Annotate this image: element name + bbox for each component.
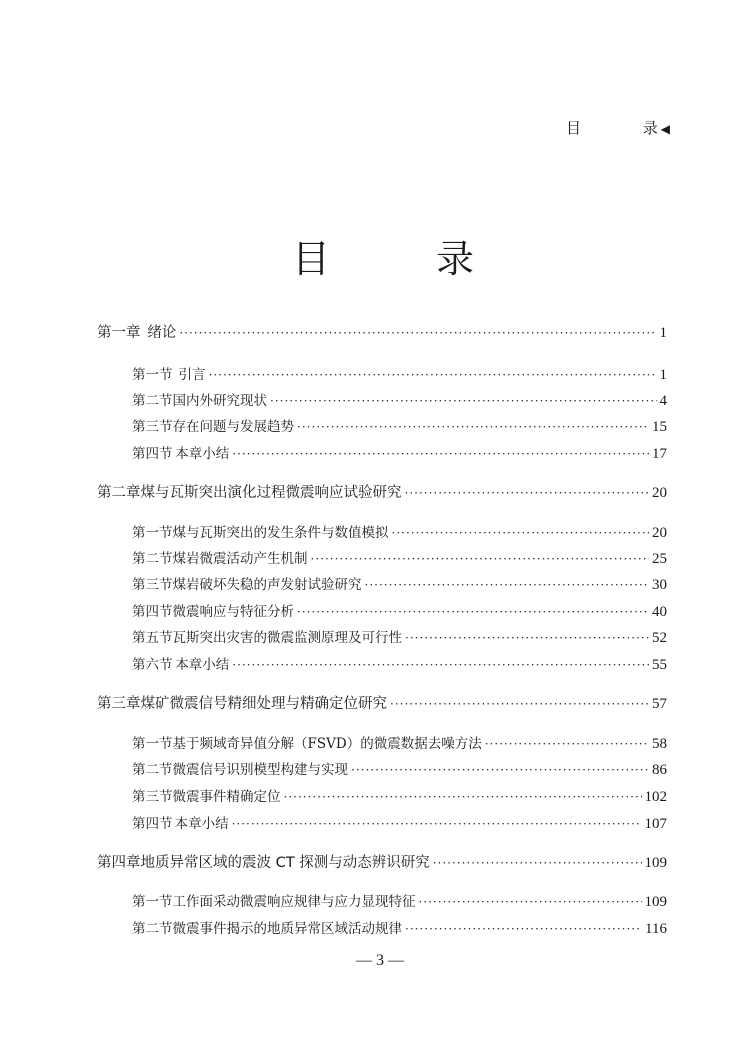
toc-title: 微震信号识别模型构建与实现 bbox=[172, 762, 348, 778]
toc-page-number: 25 bbox=[652, 551, 667, 567]
toc-title: 微震事件揭示的地质异常区域活动规律 bbox=[172, 921, 402, 937]
toc-number: 第二章 bbox=[97, 485, 141, 501]
toc-leader-dots bbox=[392, 522, 650, 544]
toc-section-row[interactable] bbox=[97, 522, 667, 544]
toc-number: 第一章 bbox=[97, 325, 141, 341]
toc-page-number: 20 bbox=[652, 485, 667, 501]
toc-title: 煤与瓦斯突出演化过程微震响应试验研究 bbox=[140, 485, 402, 501]
toc-title: 存在问题与发展趋势 bbox=[172, 419, 294, 435]
toc-title: 本章小结 bbox=[174, 816, 229, 832]
toc-number: 第六节 bbox=[132, 657, 173, 673]
toc-number: 第三章 bbox=[97, 696, 141, 712]
toc-title: 国内外研究现状 bbox=[172, 393, 267, 409]
running-head-left: 目 bbox=[566, 118, 582, 137]
toc-number: 第四章 bbox=[97, 855, 141, 871]
toc-title: 绪论 bbox=[147, 325, 177, 341]
toc-title: 引言 bbox=[178, 367, 206, 383]
toc-section-row[interactable] bbox=[97, 918, 667, 940]
toc-page-number: 17 bbox=[652, 446, 667, 462]
toc-section-row[interactable] bbox=[97, 390, 667, 412]
toc-section-row[interactable] bbox=[97, 574, 667, 596]
toc-title: 微震响应与特征分析 bbox=[172, 604, 294, 620]
toc-leader-dots bbox=[351, 759, 649, 781]
toc-page-number: 58 bbox=[652, 736, 667, 752]
toc-number: 第一节 bbox=[132, 736, 173, 752]
toc-leader-dots bbox=[232, 443, 649, 465]
toc-page-number: 109 bbox=[644, 855, 667, 871]
toc-title: 本章小结 bbox=[175, 446, 230, 462]
toc-page-number: 40 bbox=[652, 604, 667, 620]
toc-leader-dots bbox=[405, 918, 642, 940]
toc-chapter-row[interactable] bbox=[97, 322, 667, 344]
toc-number: 第三节 bbox=[132, 419, 173, 435]
toc-page-number: 15 bbox=[652, 419, 667, 435]
toc-chapter-row[interactable] bbox=[97, 482, 667, 504]
toc-page-number: 4 bbox=[659, 393, 667, 409]
toc-number: 第二节 bbox=[132, 921, 173, 937]
running-head bbox=[566, 117, 670, 137]
toc-leader-dots bbox=[433, 852, 642, 874]
left-triangle-icon: ◀ bbox=[660, 121, 670, 136]
toc-number: 第二节 bbox=[132, 393, 173, 409]
toc-title: 煤矿微震信号精细处理与精确定位研究 bbox=[140, 696, 387, 712]
toc-leader-dots bbox=[232, 654, 649, 676]
title-left: 目 bbox=[292, 237, 331, 281]
toc-leader-dots bbox=[179, 322, 656, 344]
toc-leader-dots bbox=[405, 627, 649, 649]
toc-section-row[interactable] bbox=[97, 786, 667, 808]
toc-title: 工作面采动微震响应规律与应力显现特征 bbox=[172, 894, 416, 910]
toc-number: 第五节 bbox=[132, 630, 173, 646]
toc-section-row[interactable] bbox=[97, 548, 667, 570]
toc-page-number: 116 bbox=[645, 921, 667, 937]
toc-number: 第三节 bbox=[132, 577, 173, 593]
toc-page-number: 55 bbox=[652, 657, 667, 673]
toc-section-row[interactable] bbox=[97, 627, 667, 649]
toc-leader-dots bbox=[209, 364, 657, 386]
toc-leader-dots bbox=[297, 416, 649, 438]
toc-leader-dots bbox=[419, 891, 642, 913]
toc-section-row[interactable] bbox=[97, 443, 667, 465]
toc-number: 第二节 bbox=[132, 762, 173, 778]
toc-number: 第四节 bbox=[132, 446, 173, 462]
toc-section-row[interactable] bbox=[97, 891, 667, 913]
toc-title: 微震事件精确定位 bbox=[172, 789, 281, 805]
toc-leader-dots bbox=[311, 548, 650, 570]
toc-chapter-row[interactable] bbox=[97, 852, 667, 874]
page-number: — 3 — bbox=[356, 952, 404, 969]
toc-section-row[interactable] bbox=[97, 364, 667, 386]
toc-section-row[interactable] bbox=[97, 759, 667, 781]
toc-section-row[interactable] bbox=[97, 733, 667, 755]
toc-section-row[interactable] bbox=[97, 813, 667, 835]
toc-number: 第一节 bbox=[132, 525, 173, 541]
toc-section-row[interactable] bbox=[97, 654, 667, 676]
toc-page-number: 109 bbox=[644, 894, 667, 910]
toc-number: 第一节 bbox=[132, 894, 173, 910]
toc-page-number: 20 bbox=[652, 525, 667, 541]
toc-number: 第四节 bbox=[132, 816, 173, 832]
toc-title: 瓦斯突出灾害的微震监测原理及可行性 bbox=[172, 630, 402, 646]
toc-leader-dots bbox=[365, 574, 650, 596]
toc-title: 本章小结 bbox=[175, 657, 230, 673]
toc-title: 基于频域奇异值分解（FSVD）的微震数据去噪方法 bbox=[172, 736, 482, 752]
toc-leader-dots bbox=[270, 390, 657, 412]
toc-title: 煤与瓦斯突出的发生条件与数值模拟 bbox=[172, 525, 389, 541]
toc-leader-dots bbox=[405, 482, 650, 504]
running-head-right: 录 ◀ bbox=[642, 118, 670, 137]
toc-section-row[interactable] bbox=[97, 416, 667, 438]
toc-page-number: 1 bbox=[659, 325, 667, 341]
title-right: 录 bbox=[435, 237, 474, 281]
toc-chapter-row[interactable] bbox=[97, 693, 667, 715]
toc-title: 煤岩微震活动产生机制 bbox=[172, 551, 308, 567]
page-title bbox=[292, 232, 474, 286]
toc-number: 第二节 bbox=[132, 551, 173, 567]
toc-title: 煤岩破坏失稳的声发射试验研究 bbox=[172, 577, 362, 593]
toc-leader-dots bbox=[297, 601, 649, 623]
toc-number: 第三节 bbox=[132, 789, 173, 805]
toc-page-number: 52 bbox=[652, 630, 667, 646]
toc-number: 第一节 bbox=[132, 367, 173, 383]
toc-page-number: 102 bbox=[644, 789, 667, 805]
toc-leader-dots bbox=[485, 733, 649, 755]
toc-leader-dots bbox=[390, 693, 649, 715]
toc-title: 地质异常区域的震波 CT 探测与动态辨识研究 bbox=[140, 855, 430, 871]
toc-page-number: 1 bbox=[659, 367, 667, 383]
toc-page-number: 30 bbox=[652, 577, 667, 593]
toc-page-number: 107 bbox=[644, 816, 667, 832]
toc-page-number: 86 bbox=[652, 762, 667, 778]
toc-page-number: 57 bbox=[652, 696, 667, 712]
toc-leader-dots bbox=[232, 813, 642, 835]
toc-section-row[interactable] bbox=[97, 601, 667, 623]
toc-leader-dots bbox=[284, 786, 642, 808]
toc-number: 第四节 bbox=[132, 604, 173, 620]
